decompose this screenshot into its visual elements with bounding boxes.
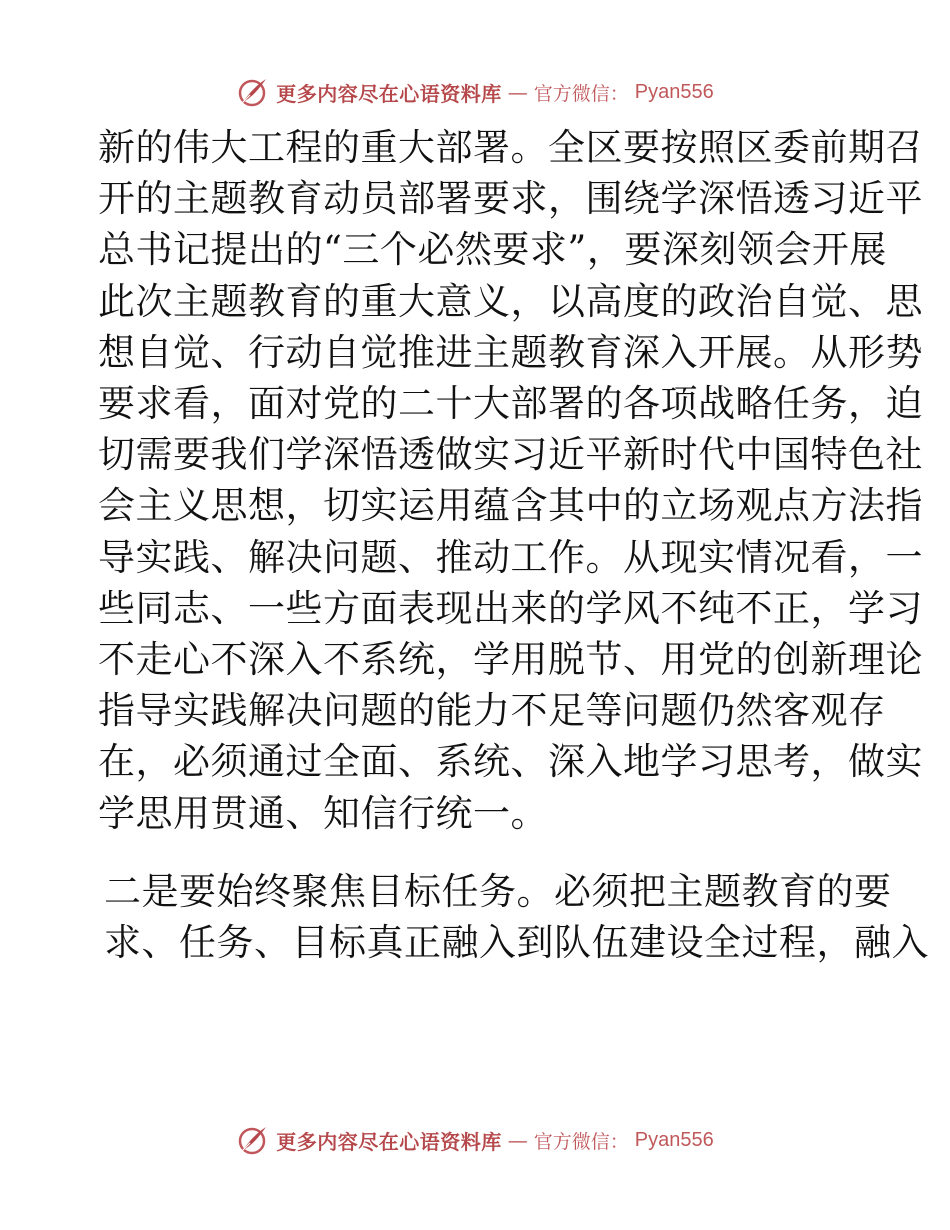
text-line: 不走心不深入不系统，学用脱节、用党的创新理论 <box>98 638 923 682</box>
text-line: 要求看，面对党的二十大部署的各项战略任务，迫 <box>98 382 923 426</box>
text-line: 求、任务、目标真正融入到队伍建设全过程，融入 <box>104 921 929 965</box>
footer-banner <box>0 1120 950 1160</box>
text-line: 二是要始终聚焦目标任务。必须把主题教育的要 <box>104 869 892 913</box>
banner-wechat-id: Pyan556 <box>634 80 714 103</box>
document-body <box>98 122 929 968</box>
text-line: 指导实践解决问题的能力不足等问题仍然客观存 <box>98 689 886 733</box>
banner-wechat-label: 官方微信： <box>533 82 629 105</box>
text-line: 新的伟大工程的重大部署。全区要按照区委前期召 <box>98 126 923 169</box>
banner-dash: — <box>507 80 528 104</box>
banner-wechat-id: Pyan556 <box>634 1128 714 1151</box>
banner-wechat-label: 官方微信： <box>533 1130 629 1153</box>
text-line: 切需要我们学深悟透做实习近平新时代中国特色社 <box>98 433 923 477</box>
text-line: 此次主题教育的重大意义，以高度的政治自觉、思 <box>98 279 923 323</box>
feather-pen-logo-icon <box>236 75 270 109</box>
banner-site-text: 更多内容尽在心语资料库 <box>276 1129 502 1154</box>
text-line: 在，必须通过全面、系统、深入地学习思考，做实 <box>98 740 923 784</box>
text-line: 开的主题教育动员部署要求，围绕学深悟透习近平 <box>98 177 923 221</box>
banner-site-text: 更多内容尽在心语资料库 <box>276 81 502 106</box>
header-banner <box>0 72 950 112</box>
text-line: 会主义思想，切实运用蕴含其中的立场观点方法指 <box>98 484 923 528</box>
text-line: 想自觉、行动自觉推进主题教育深入开展。从形势 <box>98 330 923 374</box>
paragraph-2 <box>98 866 929 968</box>
text-line: 些同志、一些方面表现出来的学风不纯不正，学习 <box>98 586 923 630</box>
text-line: 总书记提出的“三个必然要求”，要深刻领会开展 <box>98 228 887 272</box>
feather-pen-logo-icon <box>236 1123 270 1157</box>
text-line: 学思用贯通、知信行统一。 <box>98 791 548 835</box>
text-line: 导实践、解决问题、推动工作。从现实情况看，一 <box>98 535 923 579</box>
banner-dash: — <box>507 1128 528 1152</box>
paragraph-1 <box>98 122 923 839</box>
